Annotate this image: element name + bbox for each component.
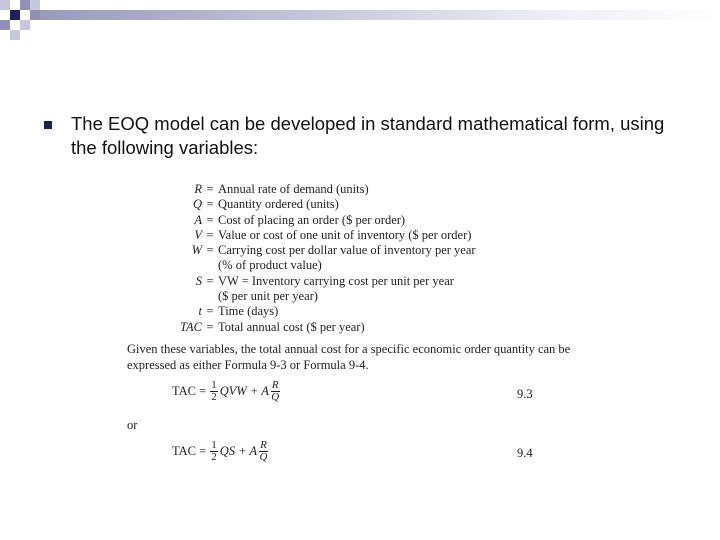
variable-definition: Value or cost of one unit of inventory ($ per order) xyxy=(218,227,472,242)
formula-9-4 xyxy=(172,440,270,463)
decor-square xyxy=(30,0,40,10)
connector-text: or xyxy=(127,418,138,432)
formula-9-3 xyxy=(172,380,282,403)
explanation-text: Given these variables, the total annual cost for a specific economic order quantity can be expressed as either Formula 9-3 or Formula 9-4. xyxy=(127,342,571,372)
variable-symbol xyxy=(168,289,202,304)
variable-symbol: W xyxy=(191,243,202,258)
bullet-text: The EOQ model can be developed in standard mathematical form, using the following variables: xyxy=(71,113,665,158)
variable-row xyxy=(168,320,476,335)
fraction-r-over-q: $\frac{R}{Q}$ xyxy=(271,379,280,403)
corner-decoration xyxy=(0,0,60,45)
variable-definition: VW = Inventory carrying cost per unit per year xyxy=(218,273,454,288)
variable-row-continuation xyxy=(168,289,476,304)
formula-term: QS + A xyxy=(219,444,258,458)
equals-sign: = xyxy=(206,273,214,288)
bullet-square-icon xyxy=(44,121,52,129)
variable-row-continuation xyxy=(168,258,476,273)
formula-lhs: TAC = xyxy=(172,384,207,398)
equals-sign: = xyxy=(206,319,214,334)
formula-lhs: TAC = xyxy=(172,444,207,458)
decor-square xyxy=(0,20,10,30)
fraction-half: $\frac{1}{2}$ xyxy=(211,439,217,463)
equals-sign: = xyxy=(206,182,214,196)
decor-square xyxy=(10,30,20,40)
variable-row xyxy=(168,304,476,319)
variable-symbol xyxy=(168,258,202,273)
variable-symbol: A xyxy=(194,212,202,227)
variable-row xyxy=(168,243,476,258)
equals-sign: = xyxy=(206,197,214,212)
variable-list xyxy=(168,182,476,335)
variable-row xyxy=(168,228,476,243)
decor-square xyxy=(10,10,20,20)
variable-definition: Cost of placing an order ($ per order) xyxy=(218,212,406,227)
decor-square xyxy=(0,0,10,10)
variable-row xyxy=(168,213,476,228)
variable-row xyxy=(168,197,476,212)
decor-square xyxy=(20,0,30,10)
variable-row xyxy=(168,182,476,197)
formula-term: QVW + A xyxy=(219,384,269,398)
variable-symbol: Q xyxy=(192,197,202,212)
formula-number: 9.3 xyxy=(517,387,533,401)
variable-symbol: R xyxy=(194,182,202,196)
variable-definition: ($ per unit per year) xyxy=(218,289,318,304)
variable-definition: Time (days) xyxy=(218,304,279,319)
variable-symbol: V xyxy=(194,227,202,242)
header-gradient-band xyxy=(40,10,720,20)
equals-sign: = xyxy=(206,304,214,319)
variable-symbol: t xyxy=(198,304,202,319)
decor-square xyxy=(30,10,40,20)
variable-row xyxy=(168,274,476,289)
variable-definition: Quantity ordered (units) xyxy=(218,197,339,212)
formula-number: 9.4 xyxy=(517,446,533,460)
decor-square xyxy=(20,20,30,30)
equals-sign: = xyxy=(206,243,214,258)
equals-sign: = xyxy=(206,212,214,227)
equals-sign: = xyxy=(206,227,214,242)
variable-definition: Carrying cost per dollar value of inventory per year xyxy=(218,243,476,258)
variable-symbol: S xyxy=(195,273,202,288)
fraction-r-over-q: $\frac{R}{Q}$ xyxy=(259,439,268,463)
fraction-half: $\frac{1}{2}$ xyxy=(211,379,217,403)
variable-definition: Total annual cost ($ per year) xyxy=(218,319,365,334)
variable-definition: Annual rate of demand (units) xyxy=(218,182,369,196)
variable-definition: (% of product value) xyxy=(218,258,322,273)
variable-symbol: TAC xyxy=(180,319,202,334)
